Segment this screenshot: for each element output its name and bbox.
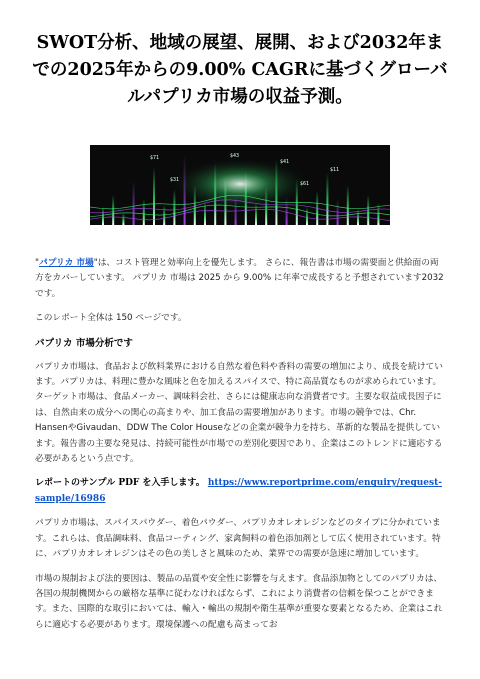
banner-label: $43 — [230, 153, 240, 159]
analysis-paragraph: パプリカ市場は、食品および飲料業界における自然な着色料や香料の需要の増加により、成長を続けています。パプリカは、料理に豊かな風味と色を加えるスパイスで、特に高品質なものが求められています。ターゲット市場は、食品メーカー、調味料会社、さらには健康志向な消費者です。主要な収益成長因子には、自然由来の成分への関心の高まりや、加工食品の需要増加があります。市場の競争では、Chr. HansenやGivaudan、DDW The Color Houseなどの企業が競争力を持ち、革新的な製品を提供しています。報告書の主要な発見は、持続可能性が市場での差別化要因であり、企業はこのトレンドに適応する必要があるという点です。 — [35, 361, 443, 465]
banner-bar — [112, 195, 114, 225]
banner-label: $61 — [300, 181, 310, 187]
banner-bar — [306, 207, 308, 225]
keyword-link[interactable]: パプリカ 市場 — [39, 258, 94, 268]
quote-open: " — [35, 258, 39, 268]
article-body — [35, 256, 445, 642]
banner-bar — [143, 199, 145, 225]
banner-bar — [122, 213, 124, 225]
banner-bar — [153, 167, 155, 225]
intro-paragraph — [35, 256, 445, 302]
sample-label: レポートのサンプル PDF を入手します。 — [35, 478, 205, 489]
pages-note: このレポート全体は 150 ページです。 — [35, 313, 187, 324]
types-paragraph: パプリカ市場は、スパイスパウダー、着色パウダー、パプリカオレオレジンなどのタイプに分かれています。これらは、食品調味料、食品コーティング、家禽飼料の着色添加剤として広く使用されています。特に、パプリカオレオレジンはその色の美しさと風味のため、業界での需要が急速に増加しています。 — [35, 518, 441, 560]
banner-label: $41 — [280, 159, 290, 165]
market-graph-banner-icon — [90, 145, 390, 225]
banner-bar — [347, 185, 349, 225]
page-title: SWOT分析、地域の展望、展開、および2032年までの2025年からの9.00% CAGRに基づくグローバルパプリカ市場の収益予測。 — [32, 33, 448, 107]
intro-text: は、コスト管理と効率向上を優先します。 さらに、報告書は市場の需要面と供給面の両方をカバーしています。 パプリカ 市場は 2025 から 9.00% に年率で成長すると予想されています2032 です。 — [35, 258, 444, 299]
banner-bar — [326, 173, 328, 225]
banner-label: $11 — [330, 167, 340, 173]
hero-banner — [90, 145, 390, 225]
sample-request — [35, 476, 445, 507]
banner-label: $71 — [150, 155, 160, 161]
regulation-paragraph: 市場の規制および法的要因は、製品の品質や安全性に影響を与えます。食品添加物としてのパプリカは、各国の規制機関からの厳格な基準に従わなければならず、これにより消費者の信頼を保つことができます。また、国際的な取引においては、輸入・輸出の規制や衛生基準が重要な要素となるため、企業はこれらに適応する必要があります。環境保護への配慮も高まってお — [35, 573, 443, 630]
sample-link[interactable]: https://www.reportprime.com/enquiry/request-sample/16986 — [35, 478, 442, 504]
quote-close: " — [93, 258, 98, 268]
banner-label: $31 — [170, 177, 180, 183]
banner-bar — [102, 207, 104, 225]
analysis-heading: パプリカ 市場分析です — [35, 337, 133, 349]
